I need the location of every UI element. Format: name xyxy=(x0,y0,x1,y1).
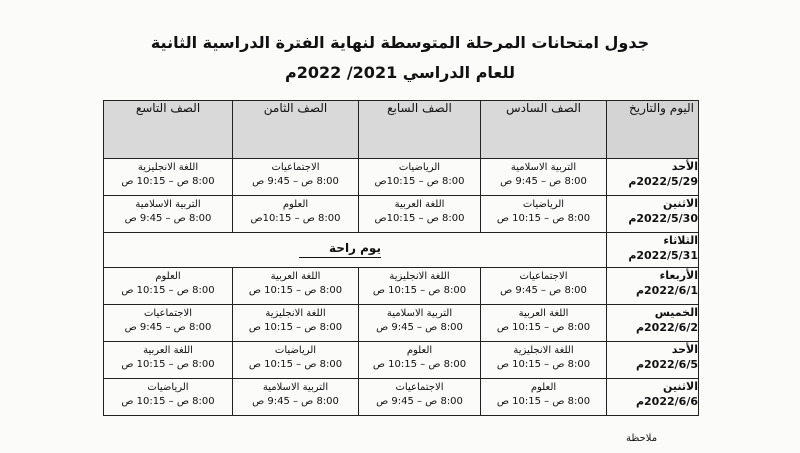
subject: الرياضيات xyxy=(274,345,317,356)
time: 8:00 ص – 10:15 ص xyxy=(248,322,343,333)
exam-date: 2022/6/5م xyxy=(635,358,698,371)
day-date-cell xyxy=(607,268,699,305)
table-row xyxy=(104,159,699,196)
subject: الاجتماعيات xyxy=(395,382,444,393)
time: 8:00 ص – 9:45 ص xyxy=(500,176,587,187)
day-date-cell xyxy=(607,196,699,233)
exam-cell xyxy=(359,268,481,305)
exam-cell xyxy=(481,342,607,379)
time: 8:00 ص – 10:15 ص xyxy=(121,176,215,187)
exam-cell xyxy=(233,379,359,416)
exam-cell xyxy=(233,159,359,196)
time: 8:00 ص – 10:15 ص xyxy=(496,213,591,224)
exam-cell xyxy=(359,379,481,416)
time: 8:00 ص – 10:15ص xyxy=(374,213,465,224)
subject: اللغة العربية xyxy=(270,271,321,282)
rest-day-label: يوم راحة xyxy=(329,241,381,255)
day-name: الاثنين xyxy=(663,380,698,393)
exam-schedule-table xyxy=(103,100,699,416)
day-name: الأربعاء xyxy=(659,269,698,282)
exam-cell xyxy=(481,196,607,233)
exam-cell xyxy=(104,159,233,196)
subject: اللغة الانجليزية xyxy=(513,345,574,356)
subject: اللغة الانجليزية xyxy=(265,308,326,319)
exam-cell xyxy=(233,342,359,379)
exam-date: 2022/5/29م xyxy=(628,175,698,188)
header-grade-7: الصف السابع xyxy=(359,101,481,159)
time: 8:00 ص – 10:15 ص xyxy=(248,359,343,370)
exam-cell xyxy=(104,305,233,342)
exam-cell xyxy=(233,268,359,305)
exam-cell xyxy=(481,268,607,305)
time: 8:00 ص – 10:15 ص xyxy=(372,285,467,296)
subject: اللغة العربية xyxy=(518,308,569,319)
table-row xyxy=(104,196,699,233)
day-date-cell xyxy=(607,305,699,342)
page-subtitle: للعام الدراسي 2021/ 2022م xyxy=(284,63,515,82)
exam-cell xyxy=(233,305,359,342)
table-row xyxy=(104,305,699,342)
time: 8:00 ص – 10:15 ص xyxy=(121,285,215,296)
exam-cell xyxy=(481,159,607,196)
subject: التربية الاسلامية xyxy=(135,199,201,210)
rest-day-row xyxy=(104,233,699,268)
exam-cell xyxy=(104,268,233,305)
time: 8:00 ص – 9:45 ص xyxy=(252,176,339,187)
page-title: جدول امتحانات المرحلة المتوسطة لنهاية الفترة الدراسية الثانية xyxy=(150,33,650,52)
time: 8:00 ص – 9:45 ص xyxy=(376,396,463,407)
subject: الرياضيات xyxy=(522,199,565,210)
time: 8:00 ص – 9:45 ص xyxy=(376,322,463,333)
time: 8:00 ص – 10:15 ص xyxy=(496,359,591,370)
day-name: الاثنين xyxy=(663,197,698,210)
table-row xyxy=(104,268,699,305)
rest-day-cell xyxy=(104,233,607,268)
subject: العلوم xyxy=(406,345,433,356)
exam-cell xyxy=(104,342,233,379)
exam-date: 2022/6/6م xyxy=(635,395,698,408)
day-name: الثلاثاء xyxy=(663,234,698,247)
time: 8:00 ص – 10:15 ص xyxy=(121,359,215,370)
day-date-cell xyxy=(607,233,699,268)
subject: الاجتماعيات xyxy=(519,271,568,282)
subject: اللغة العربية xyxy=(143,345,193,356)
day-date-cell xyxy=(607,379,699,416)
subject: اللغة العربية xyxy=(394,199,445,210)
header-grade-6: الصف السادس xyxy=(481,101,607,159)
subject: العلوم xyxy=(282,199,309,210)
exam-date: 2022/5/30م xyxy=(628,212,698,225)
time: 8:00 ص – 10:15ص xyxy=(250,213,341,224)
subject: التربية الاسلامية xyxy=(510,162,577,173)
table-row xyxy=(104,342,699,379)
time: 8:00 ص – 9:45 ص xyxy=(124,322,212,333)
subject: التربية الاسلامية xyxy=(386,308,453,319)
subject: اللغة الانجليزية xyxy=(137,162,199,173)
day-name: الخميس xyxy=(654,306,698,319)
subject: الرياضيات xyxy=(398,162,441,173)
exam-date: 2022/6/2م xyxy=(635,321,698,334)
table-header-row xyxy=(104,101,699,159)
exam-cell xyxy=(233,196,359,233)
time: 8:00 ص – 10:15 ص xyxy=(496,322,591,333)
time: 8:00 ص – 9:45 ص xyxy=(252,396,339,407)
time: 8:00 ص – 9:45 ص xyxy=(500,285,587,296)
day-name: الأحد xyxy=(671,343,698,356)
time: 8:00 ص – 10:15 ص xyxy=(248,285,343,296)
subject: التربية الاسلامية xyxy=(262,382,329,393)
time: 8:00 ص – 10:15ص xyxy=(374,176,465,187)
exam-cell xyxy=(359,305,481,342)
subject: العلوم xyxy=(530,382,557,393)
exam-cell xyxy=(359,196,481,233)
header-grade-8: الصف الثامن xyxy=(233,101,359,159)
footnote-label: ملاحظة xyxy=(626,433,658,444)
time: 8:00 ص – 10:15 ص xyxy=(121,396,215,407)
day-date-cell xyxy=(607,342,699,379)
exam-cell xyxy=(481,379,607,416)
header-grade-9: الصف التاسع xyxy=(104,101,233,159)
subject: العلوم xyxy=(155,271,181,282)
day-date-cell xyxy=(607,159,699,196)
time: 8:00 ص – 10:15 ص xyxy=(496,396,591,407)
exam-cell xyxy=(104,379,233,416)
exam-cell xyxy=(359,342,481,379)
exam-cell xyxy=(481,305,607,342)
exam-cell xyxy=(359,159,481,196)
subject: الرياضيات xyxy=(147,382,189,393)
table-row xyxy=(104,379,699,416)
time: 8:00 ص – 10:15 ص xyxy=(372,359,467,370)
exam-cell xyxy=(104,196,233,233)
time: 8:00 ص – 9:45 ص xyxy=(124,213,212,224)
subject: الاجتماعيات xyxy=(271,162,320,173)
exam-date: 2022/5/31م xyxy=(628,249,698,262)
subject: اللغة الانجليزية xyxy=(389,271,450,282)
day-name: الأحد xyxy=(671,160,698,173)
header-day-date: اليوم والتاريخ xyxy=(607,101,699,159)
subject: الاجتماعيات xyxy=(144,308,192,319)
exam-date: 2022/6/1م xyxy=(635,284,698,297)
